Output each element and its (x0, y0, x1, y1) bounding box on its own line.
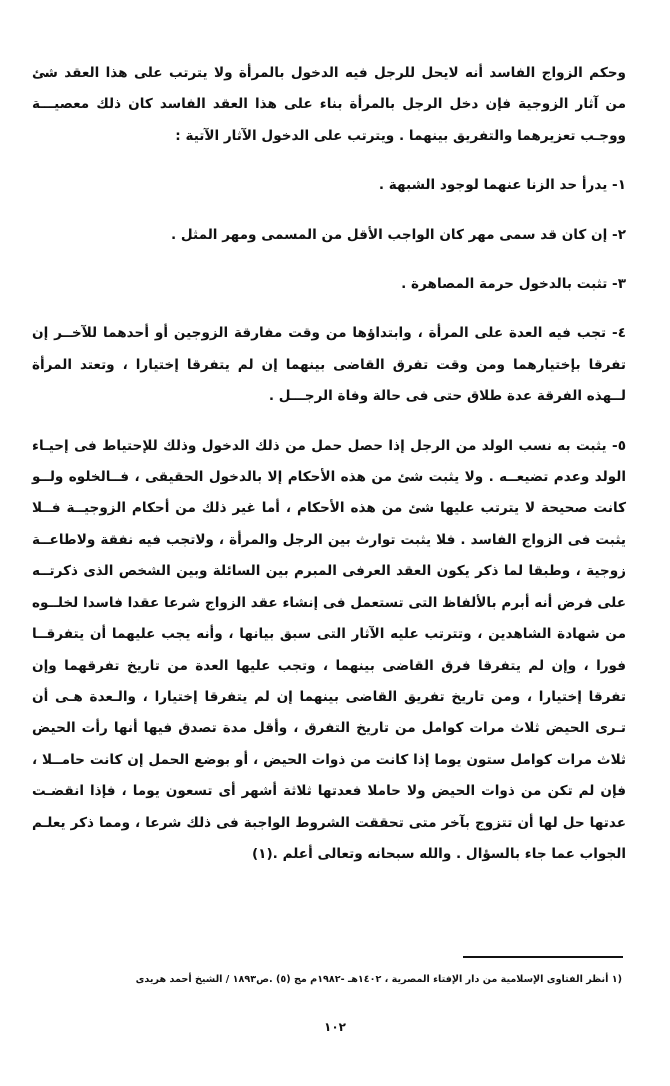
intro-paragraph: وحكم الزواج الفاسد أنه لايحل للرجل فيه الدخول بالمرأة ولا يترتب على هذا العقد شئ من آثار الزوجية فإن دخل الرجل بالمرأة بناء على هذا العقد الفاسد كان ذلك معصيـــة ووجـب تعزيرهما والتفريق بينهما . ويترتب على الدخول الآثار الآتية : (32, 65, 626, 144)
effect-item-2: ٢- إن كان قد سمى مهر كان الواجب الأقل من المسمى ومهر المثل . (171, 226, 626, 243)
footnote: (١ أنظر الفتاوى الإسلامية من دار الإفتاء المصرية ، ١٤٠٢هـ -١٩٨٢م مج (٥) .ص١٨٩٣ / الشيخ أحمد هريدى (135, 974, 622, 985)
body-text (32, 58, 626, 887)
effect-item-3: ٣- تثبت بالدخول حرمة المصاهرة . (401, 276, 626, 293)
page-number: ١٠٢ (324, 1020, 346, 1034)
effect-item-4: ٤- تجب فيه العدة على المرأة ، وابتداؤها من وقت مفارقة الزوجين أو أحدهما للآخــر إن تفرقا بإختيارهما ومن وقت تفرق القاضى بينهما إن لم يتفرقا إختيارا ، وتعتد المرأة لــهذه الفرقة عدة طلاق حتى فى حالة وفاة الرجـــل . (32, 325, 626, 405)
footnote-divider (463, 956, 623, 958)
effect-item-5: ٥- يثبت به نسب الولد من الرجل إذا حصل حمل من ذلك الدخول وذلك للإحتياط فى إحيـاء الولد وعدم تضيعــه . ولا يثبت شئ من هذه الأحكام إلا بالدخول الحقيقى ، فــالخلوه ولــو كانت صحيحة لا يترتب عليها شئ من هذه الأحكام ، أما غير ذلك من أحكام الزوجيــة فــلا يثبت فى الزواج الفاسد . فلا يثبت توارث بين الرجل والمرأة ، ولاتجب فيه نفقة ولاطاعــة زوجية ، وطبقا لما ذكر يكون العقد العرفى المبرم بين السائلة وبين الشخص الذى ذكرتــه على فرض أنه أبرم بالألفاظ التى تستعمل فى إنشاء عقد الزواج شرعا عقدا فاسدا لخلــوه من شهادة الشاهدين ، وتترتب عليه الآثار التى سبق بيانها ، وأنه يجب عليهما أن يتفرقــا فورا ، وإن لم يتفرقا فرق القاضى بينهما ، وتجب عليها العدة من تاريخ تفرقهما وإن تفرقا إختيارا ، ومن تاريخ تفريق القاضى بينهما إن لم يتفرقا إختيارا ، والـعدة هـى أن تـرى الحيض ثلاث مرات كوامل من تاريخ التفرق ، وأقل مدة تصدق فيها أنها رأت الحيض ثلاث مرات كوامل ستون يوما إذا كانت من ذوات الحيض ، أو بوضع الحمل إن كانت حامــلا ، فإن لم تكن من ذوات الحيض ولا حاملا فعدتها ثلاثة أشهر أى تسعون يوما ، فإذا انقضـت عدتها حل لها أن تتزوج بآخر متى تحققت الشروط الواجبة فى ذلك شرعا ، ومما ذكر يعلـم الجواب عما جاء بالسؤال . والله سبحانه وتعالى أعلم .(١) (32, 437, 626, 862)
effect-item-1: ١- يدرأ حد الزنا عنهما لوجود الشبهة . (378, 177, 626, 194)
